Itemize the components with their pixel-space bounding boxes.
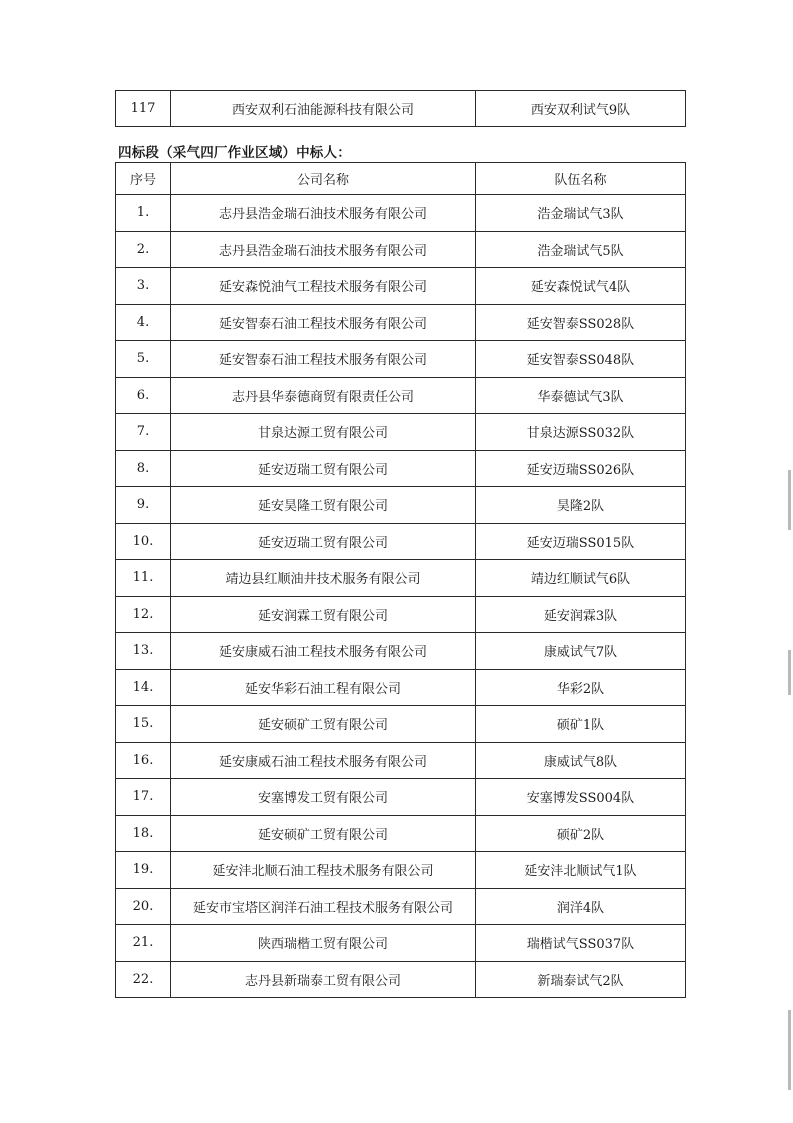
team-name: 延安迈瑞SS026队 bbox=[476, 450, 686, 487]
company-name: 延安迈瑞工贸有限公司 bbox=[171, 450, 476, 487]
team-name: 昊隆2队 bbox=[476, 487, 686, 524]
team-name: 甘泉达源SS032队 bbox=[476, 414, 686, 451]
company-name: 延安康威石油工程技术服务有限公司 bbox=[171, 742, 476, 779]
row-number: 7. bbox=[116, 414, 171, 451]
bid-winners-table bbox=[115, 162, 686, 998]
table-row bbox=[116, 961, 686, 998]
section-heading: 四标段（采气四厂作业区域）中标人： bbox=[118, 145, 351, 161]
row-number: 12. bbox=[116, 596, 171, 633]
table-row bbox=[116, 231, 686, 268]
team-name: 浩金瑞试气3队 bbox=[476, 195, 686, 232]
header-number: 序号 bbox=[116, 163, 171, 195]
team-name: 安塞博发SS004队 bbox=[476, 779, 686, 816]
company-name: 延安润霖工贸有限公司 bbox=[171, 596, 476, 633]
row-number: 15. bbox=[116, 706, 171, 743]
table-row bbox=[116, 669, 686, 706]
row-number: 22. bbox=[116, 961, 171, 998]
company-name: 延安硕矿工贸有限公司 bbox=[171, 706, 476, 743]
team-name: 延安智泰SS028队 bbox=[476, 304, 686, 341]
company-name: 延安市宝塔区润洋石油工程技术服务有限公司 bbox=[171, 888, 476, 925]
team-name: 延安沣北顺试气1队 bbox=[476, 852, 686, 889]
row-number: 16. bbox=[116, 742, 171, 779]
row-number: 9. bbox=[116, 487, 171, 524]
company-name: 安塞博发工贸有限公司 bbox=[171, 779, 476, 816]
table-row bbox=[116, 596, 686, 633]
scan-edge-mark bbox=[788, 470, 791, 530]
scan-edge-mark bbox=[788, 1010, 791, 1090]
table-row bbox=[116, 815, 686, 852]
company-name: 延安智泰石油工程技术服务有限公司 bbox=[171, 304, 476, 341]
team-name: 西安双利试气9队 bbox=[476, 91, 686, 127]
table-row bbox=[116, 560, 686, 597]
company-name: 西安双利石油能源科技有限公司 bbox=[171, 91, 476, 127]
table-row bbox=[116, 450, 686, 487]
row-number: 2. bbox=[116, 231, 171, 268]
table-row bbox=[116, 779, 686, 816]
row-number: 18. bbox=[116, 815, 171, 852]
row-number: 13. bbox=[116, 633, 171, 670]
team-name: 延安森悦试气4队 bbox=[476, 268, 686, 305]
table-row bbox=[116, 925, 686, 962]
company-name: 延安迈瑞工贸有限公司 bbox=[171, 523, 476, 560]
header-company: 公司名称 bbox=[171, 163, 476, 195]
row-number: 11. bbox=[116, 560, 171, 597]
table-row bbox=[116, 523, 686, 560]
table-row bbox=[116, 341, 686, 378]
company-name: 延安沣北顺石油工程技术服务有限公司 bbox=[171, 852, 476, 889]
company-name: 延安森悦油气工程技术服务有限公司 bbox=[171, 268, 476, 305]
scan-edge-mark bbox=[788, 650, 791, 695]
team-name: 浩金瑞试气5队 bbox=[476, 231, 686, 268]
company-name: 陕西瑞楷工贸有限公司 bbox=[171, 925, 476, 962]
company-name: 志丹县浩金瑞石油技术服务有限公司 bbox=[171, 195, 476, 232]
row-number: 14. bbox=[116, 669, 171, 706]
table-header-row bbox=[116, 163, 686, 195]
team-name: 康威试气8队 bbox=[476, 742, 686, 779]
table-row bbox=[116, 195, 686, 232]
row-number: 6. bbox=[116, 377, 171, 414]
row-number: 8. bbox=[116, 450, 171, 487]
table-row bbox=[116, 91, 686, 127]
row-number: 5. bbox=[116, 341, 171, 378]
table-row bbox=[116, 414, 686, 451]
row-number: 4. bbox=[116, 304, 171, 341]
team-name: 华泰德试气3队 bbox=[476, 377, 686, 414]
company-name: 延安康威石油工程技术服务有限公司 bbox=[171, 633, 476, 670]
team-name: 硕矿2队 bbox=[476, 815, 686, 852]
team-name: 延安智泰SS048队 bbox=[476, 341, 686, 378]
team-name: 润洋4队 bbox=[476, 888, 686, 925]
team-name: 靖边红顺试气6队 bbox=[476, 560, 686, 597]
company-name: 延安华彩石油工程有限公司 bbox=[171, 669, 476, 706]
team-name: 新瑞泰试气2队 bbox=[476, 961, 686, 998]
team-name: 延安润霖3队 bbox=[476, 596, 686, 633]
company-name: 延安昊隆工贸有限公司 bbox=[171, 487, 476, 524]
table-row bbox=[116, 268, 686, 305]
company-name: 甘泉达源工贸有限公司 bbox=[171, 414, 476, 451]
company-name: 志丹县浩金瑞石油技术服务有限公司 bbox=[171, 231, 476, 268]
table-row bbox=[116, 742, 686, 779]
team-name: 延安迈瑞SS015队 bbox=[476, 523, 686, 560]
row-number: 3. bbox=[116, 268, 171, 305]
team-name: 瑞楷试气SS037队 bbox=[476, 925, 686, 962]
company-name: 志丹县华泰德商贸有限责任公司 bbox=[171, 377, 476, 414]
company-name: 志丹县新瑞泰工贸有限公司 bbox=[171, 961, 476, 998]
table-row bbox=[116, 377, 686, 414]
row-number: 21. bbox=[116, 925, 171, 962]
row-number: 20. bbox=[116, 888, 171, 925]
row-number: 10. bbox=[116, 523, 171, 560]
row-number: 117 bbox=[116, 91, 171, 127]
team-name: 康威试气7队 bbox=[476, 633, 686, 670]
table-row bbox=[116, 487, 686, 524]
row-number: 17. bbox=[116, 779, 171, 816]
table-row bbox=[116, 633, 686, 670]
team-name: 硕矿1队 bbox=[476, 706, 686, 743]
table-row bbox=[116, 304, 686, 341]
continued-table bbox=[115, 90, 686, 127]
company-name: 延安智泰石油工程技术服务有限公司 bbox=[171, 341, 476, 378]
company-name: 延安硕矿工贸有限公司 bbox=[171, 815, 476, 852]
header-team: 队伍名称 bbox=[476, 163, 686, 195]
table-row bbox=[116, 888, 686, 925]
row-number: 1. bbox=[116, 195, 171, 232]
table-row bbox=[116, 852, 686, 889]
company-name: 靖边县红顺油井技术服务有限公司 bbox=[171, 560, 476, 597]
table-row bbox=[116, 706, 686, 743]
team-name: 华彩2队 bbox=[476, 669, 686, 706]
row-number: 19. bbox=[116, 852, 171, 889]
